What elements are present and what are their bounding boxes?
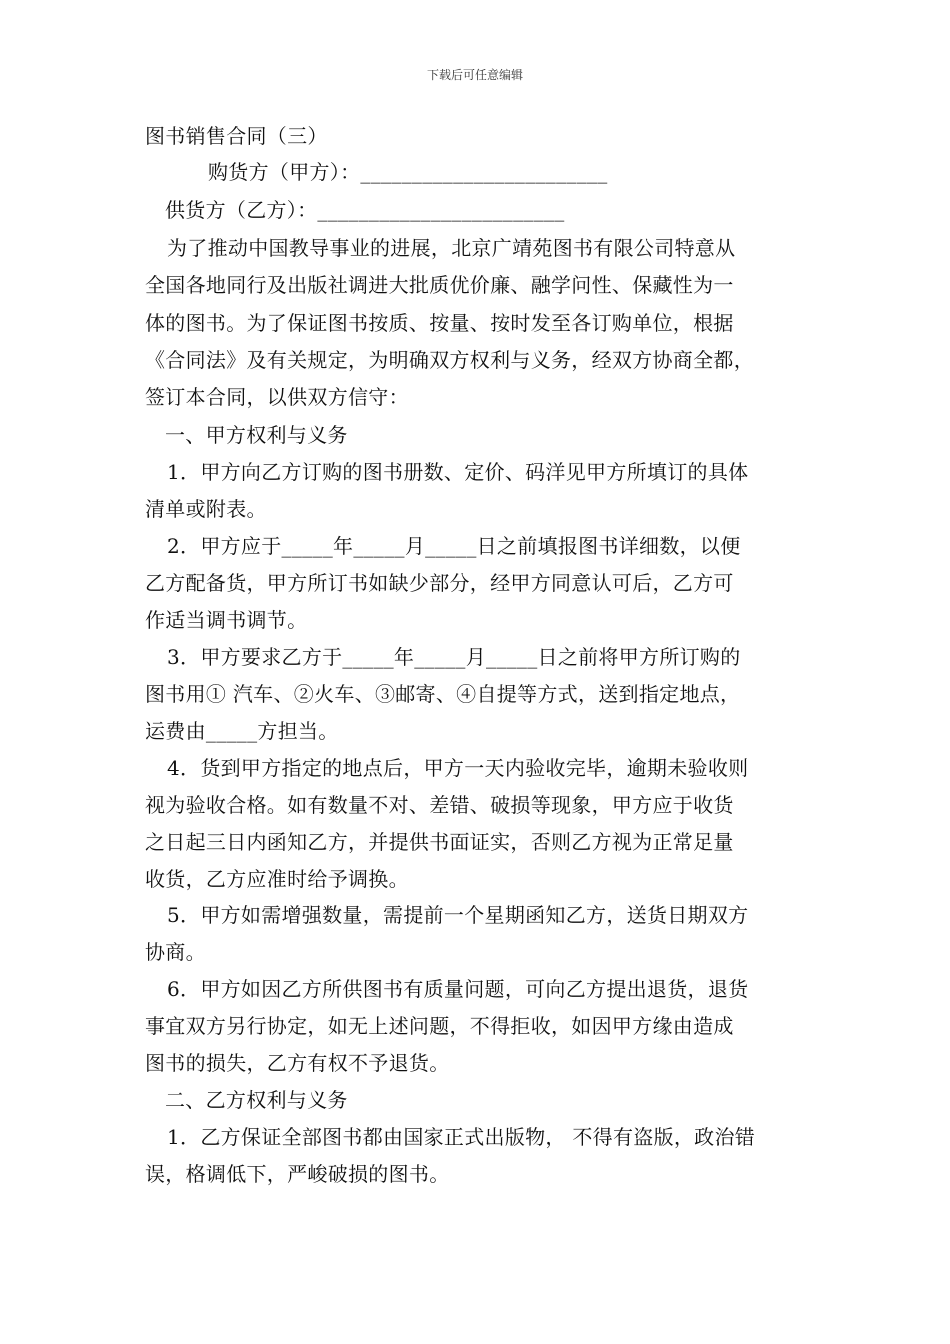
page-header-note: 下载后可任意编辑 (426, 68, 523, 82)
paragraph-line: 乙方配备货，甲方所订书如缺少部分，经甲方同意认可后，乙方可 (145, 571, 734, 595)
paragraph-line: 6．甲方如因乙方所供图书有质量问题，可向乙方提出退货，退货 (167, 977, 749, 1001)
paragraph-line: 《合同法》及有关规定，为明确双方权利与义务，经双方协商全都， (145, 348, 754, 372)
section-heading: 一、甲方权利与义务 (165, 423, 348, 447)
paragraph-line: 2．甲方应于_____年_____月_____日之前填报图书详细数，以便 (167, 534, 741, 558)
section-heading: 二、乙方权利与义务 (165, 1088, 348, 1112)
paragraph-line: 误，格调低下，严峻破损的图书。 (145, 1162, 450, 1186)
paragraph-line: 图书用① 汽车、②火车、③邮寄、④自提等方式，送到指定地点， (145, 682, 741, 706)
paragraph-line: 全国各地同行及出版社调进大批质优价廉、融学问性、保藏性为一 (145, 273, 734, 297)
paragraph-line: 3．甲方要求乙方于_____年_____月_____日之前将甲方所订购的 (167, 645, 741, 669)
paragraph-line: 4．货到甲方指定的地点后，甲方一天内验收完毕，逾期未验收则 (167, 756, 749, 780)
paragraph-line: 图书的损失，乙方有权不予退货。 (145, 1051, 450, 1075)
paragraph-line: 协商。 (145, 940, 206, 964)
seller-line: 供货方（乙方）：________________________ (165, 198, 565, 222)
paragraph-line: 之日起三日内函知乙方，并提供书面证实，否则乙方视为正常足量 (145, 830, 734, 854)
paragraph-line: 作适当调书调节。 (145, 608, 308, 632)
paragraph-line: 体的图书。为了保证图书按质、按量、按时发至各订购单位，根据 (145, 311, 734, 335)
paragraph-line: 1．甲方向乙方订购的图书册数、定价、码洋见甲方所填订的具体 (167, 460, 749, 484)
paragraph-line: 签订本合同，以供双方信守： (145, 385, 409, 409)
paragraph-line: 事宜双方另行协定，如无上述问题，不得拒收，如因甲方缘由造成 (145, 1014, 734, 1038)
paragraph-line: 清单或附表。 (145, 497, 267, 521)
document-title: 图书销售合同（三） (145, 124, 328, 148)
paragraph-line: 5．甲方如需增强数量，需提前一个星期函知乙方，送货日期双方 (167, 903, 749, 927)
paragraph-line: 1．乙方保证全部图书都由国家正式出版物， 不得有盗版，政治错 (167, 1125, 756, 1149)
paragraph-line: 为了推动中国教导事业的进展，北京广靖苑图书有限公司特意从 (167, 236, 736, 260)
paragraph-line: 视为验收合格。如有数量不对、差错、破损等现象，甲方应于收货 (145, 793, 734, 817)
buyer-line: 购货方（甲方）：________________________ (208, 160, 608, 184)
paragraph-line: 收货，乙方应准时给予调换。 (145, 867, 409, 891)
paragraph-line: 运费由_____方担当。 (145, 719, 339, 743)
